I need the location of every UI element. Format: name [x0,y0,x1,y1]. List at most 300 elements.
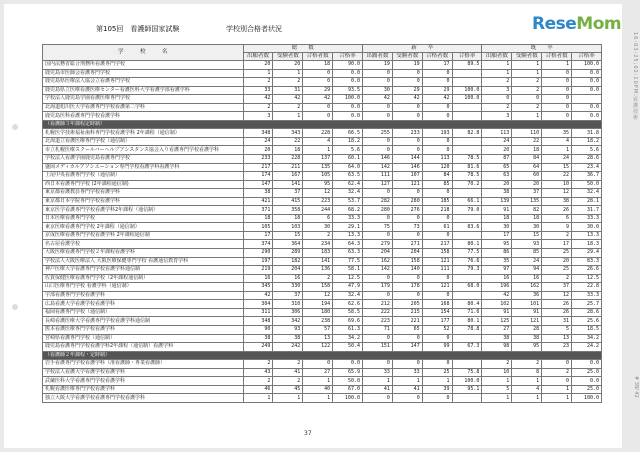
table-cell: 2 [243,377,273,386]
table-cell: 29.1 [333,223,363,232]
table-cell: 80.1 [452,240,482,249]
table-cell: 280 [392,197,422,206]
subcol-header: 出願者数 [482,53,512,61]
table-cell: 64 [512,163,542,172]
table-row [43,86,602,95]
table-cell: 122 [303,343,333,352]
table-cell: 25.7 [572,300,602,309]
table-cell: 0 [362,274,392,283]
table-cell: 17 [422,61,452,70]
table-row [43,223,602,232]
table-cell: 5 [482,385,512,394]
table-cell: 64.3 [333,240,363,249]
table-cell: 73 [392,223,422,232]
table-cell: 168 [422,300,452,309]
table-cell: 87 [482,155,512,164]
table-cell: 20 [273,61,303,70]
table-cell: 12.5 [333,274,363,283]
school-name: 大阪医療看護専門学校２年課程看護学科 [43,249,244,258]
table-cell: 1 [273,69,303,78]
table-cell: 0 [422,189,452,198]
table-cell: 222 [362,308,392,317]
table-cell: 29 [303,86,333,95]
table-cell: 142 [362,163,392,172]
table-cell: 1 [303,146,333,155]
table-cell: 18 [512,146,542,155]
table-cell: 84 [422,172,452,181]
table-cell: 17 [243,231,273,240]
table-cell: 23.4 [572,163,602,172]
table-cell: 94 [512,266,542,275]
table-cell: 0 [392,112,422,121]
table-cell: 238 [303,317,333,326]
table-cell: 0.0 [572,69,602,78]
table-cell: 78.5 [452,172,482,181]
table-cell: 25.6 [572,317,602,326]
table-cell: 20 [243,61,273,70]
table-cell: 30 [362,86,392,95]
table-cell: 0 [362,214,392,223]
table-cell [452,360,482,369]
table-cell: 0 [392,231,422,240]
section-title: （看護師３年課程定時制） [43,120,602,129]
table-row [43,163,602,172]
table-cell: 38 [482,189,512,198]
table-cell: 65.9 [333,368,363,377]
table-cell: 2 [482,360,512,369]
table-cell: 22.8 [572,283,602,292]
school-name: 学校法人看護学園鹿児島看護専門学校 [43,155,244,164]
table-cell: 66.5 [333,129,363,138]
table-cell: 0 [392,69,422,78]
table-cell: 1 [392,377,422,386]
table-row [43,231,602,240]
table-cell: 0 [422,146,452,155]
table-cell: 0 [362,78,392,87]
table-cell: 25 [542,249,572,258]
table-cell: 33 [362,368,392,377]
table-cell: 68.2 [333,206,363,215]
table-cell: 233 [392,129,422,138]
table-cell: 67.0 [333,385,363,394]
table-cell: 0 [362,360,392,369]
table-cell: 100.0 [572,394,602,403]
table-row [43,214,602,223]
table-cell: 0 [362,146,392,155]
table-cell: 28 [512,325,542,334]
table-cell: 42 [362,95,392,104]
table-cell: 65 [482,163,512,172]
table-cell: 289 [273,249,303,258]
table-cell: 113 [422,155,452,164]
table-cell: 0 [422,231,452,240]
table-cell: 1 [512,69,542,78]
school-name: 福岡看護専門学校（通信制） [43,308,244,317]
table-cell: 0.0 [572,377,602,386]
resemom-logo: ReseMom [532,14,622,34]
table-cell: 0 [392,78,422,87]
table-cell: 38 [273,334,303,343]
table-cell [572,95,602,104]
table-cell: 1 [303,394,333,403]
school-name: 学校法人看護大学看護学校看護学科 [43,368,244,377]
table-cell [452,394,482,403]
table-cell: 91 [482,308,512,317]
table-cell: 177 [422,317,452,326]
table-row [43,317,602,326]
table-cell: 35 [482,257,512,266]
table-cell: 2 [273,360,303,369]
school-name: 熊本看護医療専門学校看護学科 [43,325,244,334]
table-cell: 32.4 [572,189,602,198]
table-cell: 78.8 [452,325,482,334]
table-cell: 33.3 [572,214,602,223]
table-cell: 105 [303,172,333,181]
table-cell: 18.2 [572,137,602,146]
table-cell: 279 [362,240,392,249]
table-cell: 26 [542,300,572,309]
school-name: 佐賀保健医療看護専門学校（2年課程通信制） [43,274,244,283]
table-cell: 146 [392,163,422,172]
table-cell: 61.3 [333,325,363,334]
table-cell: 18 [273,146,303,155]
table-cell: 0 [422,394,452,403]
table-cell: 0 [303,360,333,369]
table-cell: 50.0 [333,377,363,386]
table-cell: 223 [303,197,333,206]
table-cell: 0 [362,69,392,78]
table-cell: 19 [392,61,422,70]
table-cell: 0 [422,112,452,121]
table-cell: 93 [512,240,542,249]
table-cell: 42 [243,95,273,104]
table-row [43,283,602,292]
table-cell: 2 [482,103,512,112]
table-cell: 0.0 [572,86,602,95]
table-row [43,112,602,121]
table-cell: 0 [422,214,452,223]
table-cell: 0.0 [572,360,602,369]
table-row [43,257,602,266]
table-cell: 38 [243,189,273,198]
table-cell: 139 [482,197,512,206]
document-page [4,4,622,448]
table-cell: 219 [243,266,273,275]
table-cell: 16 [512,274,542,283]
table-row [43,180,602,189]
table-cell: 28.6 [572,308,602,317]
table-cell: 1 [482,61,512,70]
table-cell: 12 [303,189,333,198]
table-cell: 217 [422,240,452,249]
table-cell: 1 [482,377,512,386]
subcol-header: 受験者数 [392,53,422,61]
school-name: 武蔵医科大学看護専門学校看護学科 [43,377,244,386]
table-cell: 70.2 [452,180,482,189]
table-cell: 142 [362,266,392,275]
table-cell: 111 [362,172,392,181]
table-cell: 50.0 [572,180,602,189]
table-cell: 24 [512,257,542,266]
table-cell: 43 [243,368,273,377]
table-cell: 28.6 [572,155,602,164]
table-cell: 82.8 [452,129,482,138]
table-cell: 18 [512,214,542,223]
table-cell: 135 [512,197,542,206]
school-name: 名古屋看護学校 [43,240,244,249]
table-cell: 75 [362,223,392,232]
table-cell: 255 [362,129,392,138]
table-cell: 20 [243,146,273,155]
table-cell: 34.2 [572,334,602,343]
table-cell: 0 [422,78,452,87]
table-cell: 271 [392,240,422,249]
table-cell: 0.0 [333,69,363,78]
table-cell: 10 [542,180,572,189]
table-cell: 13.3 [333,231,363,240]
fax-header-text: 16-03-25;02:10PM;看護技術 [632,32,638,121]
table-row [43,291,602,300]
table-cell: 17 [542,240,572,249]
table-cell: 244 [303,206,333,215]
table-cell: 22 [542,172,572,181]
school-name: 独立大阪大学看護学校看護専門学校看護学科 [43,394,244,403]
table-cell: 67.3 [452,343,482,352]
subcol-header: 合格者数 [422,53,452,61]
table-cell: 31.7 [572,206,602,215]
table-cell: 10 [482,368,512,377]
table-cell: 84 [512,155,542,164]
doc-subtitle: 学校別合格者状況 [226,25,282,33]
table-cell: 33 [392,368,422,377]
table-cell: 12.5 [572,274,602,283]
table-cell: 2 [512,78,542,87]
table-cell: 234 [303,240,333,249]
table-cell: 196 [482,283,512,292]
table-cell: 233 [243,155,273,164]
school-name: 学校法人鹿児島学園看護医療専門学校 [43,95,244,104]
table-cell: 42 [303,95,333,104]
table-row [43,61,602,70]
table-cell: 204 [362,249,392,258]
school-name: 宮崎県看護専門学校（通信制） [43,334,244,343]
table-cell: 1 [512,61,542,70]
table-cell [452,334,482,343]
table-cell: 13.3 [572,231,602,240]
table-cell: 121 [422,283,452,292]
table-cell: 228 [303,129,333,138]
table-cell: 141 [273,180,303,189]
table-cell: 1 [273,394,303,403]
table-cell: 249 [243,343,273,352]
table-cell: 30 [482,223,512,232]
subcol-header: 合格率 [452,53,482,61]
table-row [43,385,602,394]
table-cell: 5.6 [333,146,363,155]
table-cell: 151 [362,343,392,352]
table-cell: 41 [273,368,303,377]
table-cell: 204 [392,249,422,258]
table-cell: 3 [243,112,273,121]
table-cell: 1 [512,112,542,121]
school-name: 鹿児島看護専門学校看護学科2年課程（通信制）看護学科 [43,343,244,352]
table-cell: 18.3 [572,240,602,249]
table-cell: 60.1 [333,155,363,164]
table-cell: 26 [542,206,572,215]
table-cell: 83.3 [572,257,602,266]
table-cell: 1 [303,377,333,386]
group-header-new: 新 卒 [362,45,481,53]
table-cell: 0 [362,137,392,146]
table-cell: 102 [482,300,512,309]
table-cell: 0 [542,78,572,87]
table-cell: 415 [273,197,303,206]
table-cell [452,214,482,223]
table-cell [452,291,482,300]
table-cell: 0 [362,291,392,300]
table-cell: 47.9 [333,283,363,292]
table-cell: 0 [542,360,572,369]
table-cell: 8 [512,368,542,377]
table-row [43,368,602,377]
table-cell: 0 [392,360,422,369]
table-cell: 42 [422,95,452,104]
table-cell: 1 [422,377,452,386]
table-cell: 64.0 [333,163,363,172]
table-cell: 29 [422,86,452,95]
table-cell: 204 [273,266,303,275]
table-cell: 32.4 [333,189,363,198]
table-cell: 162 [512,283,542,292]
table-cell: 127 [362,180,392,189]
results-table [42,44,602,403]
table-cell: 276 [392,206,422,215]
table-cell: 1 [243,394,273,403]
table-cell: 0 [362,112,392,121]
table-cell: 60 [512,172,542,181]
table-cell: 2 [243,103,273,112]
table-cell: 2 [512,103,542,112]
table-cell: 31 [542,317,572,326]
table-cell: 28.1 [572,197,602,206]
table-cell: 135 [303,163,333,172]
table-cell: 81.6 [452,163,482,172]
table-cell: 100.0 [452,377,482,386]
table-cell: 19 [362,61,392,70]
table-cell: 1 [273,112,303,121]
table-cell: 18 [243,214,273,223]
table-cell: 2 [542,274,572,283]
school-name: 西日本看護専門学校 (2年課程通信制) [43,180,244,189]
table-cell: 310 [273,300,303,309]
table-cell: 121 [422,257,452,266]
table-cell: 17 [482,231,512,240]
table-cell: 0.0 [333,78,363,87]
table-cell: 33 [243,86,273,95]
group-header-past: 既 卒 [482,45,602,53]
table-cell: 0.0 [333,360,363,369]
table-cell: 37 [273,291,303,300]
subcol-header: 合格者数 [542,53,572,61]
table-cell: 93.5 [333,86,363,95]
table-cell [452,112,482,121]
table-cell: 12 [542,189,572,198]
table-cell: 0 [303,112,333,121]
table-cell: 40 [303,385,333,394]
table-cell: 46 [243,385,273,394]
table-row [43,197,602,206]
table-cell: 66.1 [452,197,482,206]
table-cell: 57 [303,325,333,334]
table-cell: 0 [392,103,422,112]
table-cell: 0 [362,394,392,403]
table-cell: 42 [273,95,303,104]
table-row [43,343,602,352]
table-cell: 2 [243,360,273,369]
table-cell: 0 [392,189,422,198]
table-cell: 0 [362,231,392,240]
table-cell: 1 [512,394,542,403]
table-cell: 0.0 [572,78,602,87]
table-cell: 1 [542,146,572,155]
subcol-header: 合格率 [572,53,602,61]
table-cell: 18.2 [333,137,363,146]
school-name: 京成医療看護専門学校看護学科 2年課程通信制 [43,231,244,240]
table-cell: 0 [422,291,452,300]
table-cell [452,274,482,283]
table-cell: 79.3 [452,266,482,275]
subcol-header: 合格率 [333,53,363,61]
table-cell: 24.2 [572,343,602,352]
school-name: 鹿児島医科看護専門学校看護学科 [43,112,244,121]
table-cell: 83.6 [452,223,482,232]
binder-hole [12,304,18,310]
table-cell: 85 [422,180,452,189]
table-cell: 33.3 [572,291,602,300]
table-cell: 348 [243,317,273,326]
table-cell: 0 [542,86,572,95]
table-cell: 86 [482,249,512,258]
table-cell: 95 [482,240,512,249]
table-cell: 16 [243,274,273,283]
table-cell: 120 [422,163,452,172]
table-cell: 37 [273,189,303,198]
table-cell: 215 [392,308,422,317]
subcol-header: 合格者数 [303,53,333,61]
exam-title: 第105回 看護師国家試験 [96,25,180,33]
table-cell: 90 [243,325,273,334]
table-cell: 77.5 [333,257,363,266]
table-cell: 158 [422,249,452,258]
table-cell: 1 [542,394,572,403]
table-cell: 18 [273,214,303,223]
table-cell: 95 [512,343,542,352]
table-cell: 421 [243,197,273,206]
table-cell: 3 [482,112,512,121]
table-cell: 41 [392,385,422,394]
table-cell: 147 [392,343,422,352]
table-cell: 100.0 [572,61,602,70]
table-cell: 0 [482,95,512,104]
table-cell: 2 [243,78,273,87]
table-cell: 91 [482,206,512,215]
table-row [43,78,602,87]
table-cell: 50.4 [333,343,363,352]
subcol-header: 受験者数 [512,53,542,61]
table-cell: 12 [542,291,572,300]
table-cell: 2 [512,360,542,369]
table-cell: 110 [512,129,542,138]
